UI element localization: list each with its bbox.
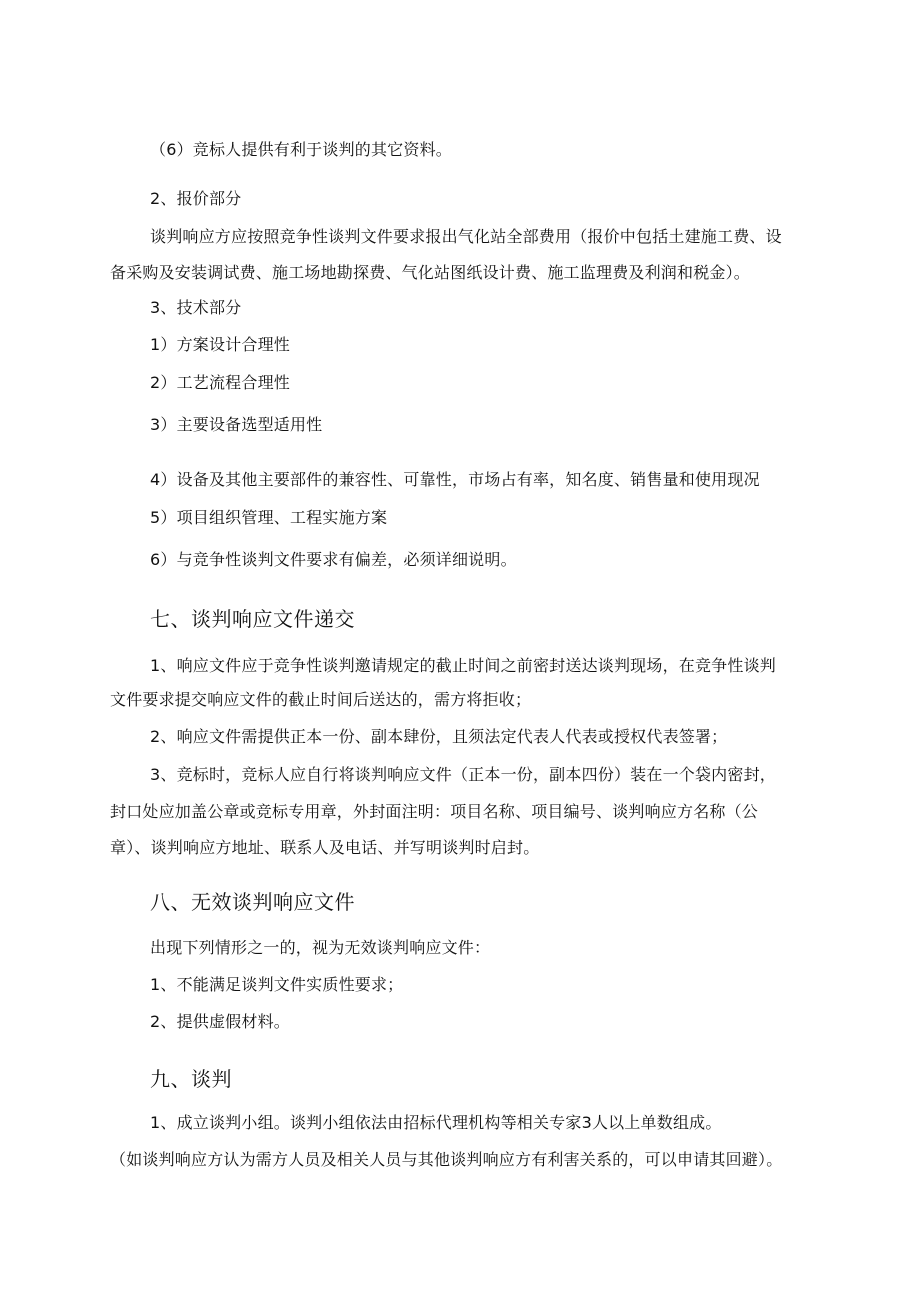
pricing-paragraph-line-2: 备采购及安装调试费、施工场地勘探费、气化站图纸设计费、施工监理费及利润和税金）。	[110, 263, 751, 282]
technical-item: 3）主要设备选型适用性	[150, 415, 323, 434]
section-7-heading: 七、谈判响应文件递交	[150, 607, 355, 631]
section-9-p1: 1、成立谈判小组。谈判小组依法由招标代理机构等相关专家3人以上单数组成。	[150, 1113, 722, 1132]
technical-item: 6）与竞争性谈判文件要求有偏差，必须详细说明。	[150, 550, 517, 569]
technical-title: 3、技术部分	[150, 298, 242, 317]
section-9-heading: 九、谈判	[150, 1067, 232, 1091]
pricing-title: 2、报价部分	[150, 189, 242, 208]
technical-item: 1）方案设计合理性	[150, 335, 290, 354]
section-7-p3-line-2: 封口处应加盖公章或竞标专用章，外封面注明：项目名称、项目编号、谈判响应方名称（公	[110, 802, 759, 821]
technical-item: 5）项目组织管理、工程实施方案	[150, 508, 388, 527]
section-7-p3-line-1: 3、竞标时，竞标人应自行将谈判响应文件（正本一份，副本四份）装在一个袋内密封，	[150, 765, 776, 784]
section-8-intro: 出现下列情形之一的，视为无效谈判响应文件：	[150, 938, 491, 957]
section-8-item-1: 1、不能满足谈判文件实质性要求；	[150, 975, 404, 994]
section-7-p3-line-3: 章）、谈判响应方地址、联系人及电话、并写明谈判时启封。	[110, 838, 540, 857]
section-7-p2: 2、响应文件需提供正本一份、副本肆份，且须法定代表人代表或授权代表签署；	[150, 727, 728, 746]
tech-item-6-previous: （6）竞标人提供有利于谈判的其它资料。	[150, 140, 452, 159]
section-8-item-2: 2、提供虚假材料。	[150, 1012, 290, 1031]
section-7-p1-line-1: 1、响应文件应于竞争性谈判邀请规定的截止时间之前密封送达谈判现场，在竞争性谈判	[150, 656, 776, 675]
technical-item: 2）工艺流程合理性	[150, 373, 290, 392]
pricing-paragraph-line-1: 谈判响应方应按照竞争性谈判文件要求报出气化站全部费用（报价中包括土建施工费、设	[150, 227, 782, 246]
technical-item: 4）设备及其他主要部件的兼容性、可靠性，市场占有率，知名度、销售量和使用现况	[150, 470, 760, 489]
section-7-p1-line-2: 文件要求提交响应文件的截止时间后送达的，需方将拒收；	[110, 690, 532, 709]
section-9-p2: （如谈判响应方认为需方人员及相关人员与其他谈判响应方有利害关系的，可以申请其回避）。	[110, 1150, 783, 1169]
section-8-heading: 八、无效谈判响应文件	[150, 890, 355, 914]
